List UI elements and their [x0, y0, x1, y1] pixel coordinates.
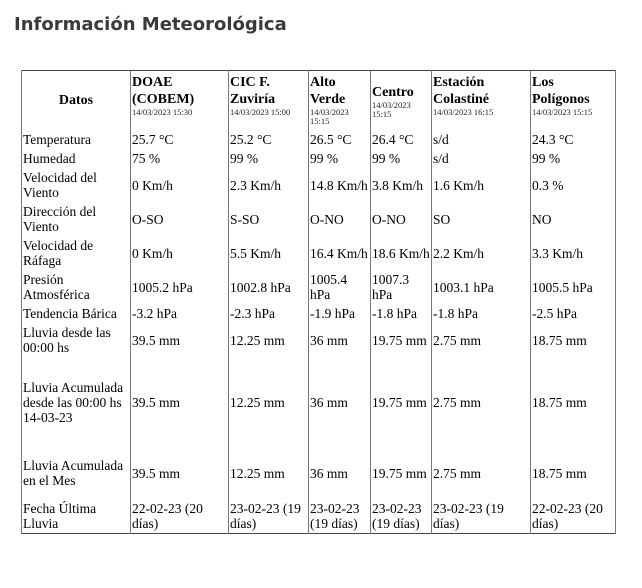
station-header: [371, 71, 432, 131]
table-cell: 14.8 Km/h: [309, 168, 371, 202]
table-cell: 22-02-23 (20 días): [131, 499, 229, 534]
table-cell: 36 mm: [309, 323, 371, 357]
table-cell: 36 mm: [309, 357, 371, 447]
table-cell: 23-02-23 (19 días): [229, 499, 309, 534]
table-cell: -2.3 hPa: [229, 304, 309, 323]
row-label: Lluvia Acumulada en el Mes: [22, 447, 131, 499]
table-cell: O-NO: [371, 202, 432, 236]
station-name: CIC F. Zuviría: [230, 75, 276, 107]
table-cell: 1005.5 hPa: [531, 270, 616, 304]
station-name: Los Polígonos: [532, 75, 590, 107]
table-cell: 2.75 mm: [432, 447, 531, 499]
table-cell: 75 %: [131, 149, 229, 168]
table-cell: 16.4 Km/h: [309, 236, 371, 270]
row-label: Temperatura: [22, 130, 131, 149]
table-cell: 2.2 Km/h: [432, 236, 531, 270]
table-cell: 19.75 mm: [371, 447, 432, 499]
table-cell: 0 Km/h: [131, 168, 229, 202]
table-cell: O-SO: [131, 202, 229, 236]
station-timestamp: 14/03/2023 15:15: [532, 107, 593, 117]
station-timestamp: 14/03/2023 15:15: [372, 100, 411, 119]
row-label: Presión Atmosférica: [22, 270, 131, 304]
table-cell: 1002.8 hPa: [229, 270, 309, 304]
station-timestamp: 14/03/2023 16:15: [433, 107, 494, 117]
table-cell: -1.9 hPa: [309, 304, 371, 323]
table-cell: 39.5 mm: [131, 357, 229, 447]
table-cell: 26.4 °C: [371, 130, 432, 149]
table-cell: 0 Km/h: [131, 236, 229, 270]
table-cell: 19.75 mm: [371, 323, 432, 357]
table-header-row: [22, 71, 616, 131]
table-cell: 12.25 mm: [229, 323, 309, 357]
weather-table: [21, 70, 616, 534]
station-header: [131, 71, 229, 131]
table-cell: 22-02-23 (20 días): [531, 499, 616, 534]
table-cell: s/d: [432, 149, 531, 168]
table-cell: S-SO: [229, 202, 309, 236]
table-cell: 1005.4 hPa: [309, 270, 371, 304]
table-row: [22, 447, 616, 499]
table-cell: 36 mm: [309, 447, 371, 499]
table-cell: 1.6 Km/h: [432, 168, 531, 202]
table-cell: 99 %: [371, 149, 432, 168]
table-cell: 12.25 mm: [229, 447, 309, 499]
row-label: Lluvia desde las 00:00 hs: [22, 323, 131, 357]
station-name: DOAE (COBEM): [132, 75, 195, 107]
table-cell: 12.25 mm: [229, 357, 309, 447]
row-label: Tendencia Bárica: [22, 304, 131, 323]
row-label: Velocidad de Ráfaga: [22, 236, 131, 270]
table-row: [22, 270, 616, 304]
table-cell: 2.75 mm: [432, 323, 531, 357]
table-cell: 99 %: [309, 149, 371, 168]
row-label: Velocidad del Viento: [22, 168, 131, 202]
table-cell: 5.5 Km/h: [229, 236, 309, 270]
row-label: Lluvia Acumulada desde las 00:00 hs 14-03-23: [22, 357, 131, 447]
table-cell: -1.8 hPa: [371, 304, 432, 323]
table-cell: 24.3 °C: [531, 130, 616, 149]
row-label: Humedad: [22, 149, 131, 168]
row-label: Dirección del Viento: [22, 202, 131, 236]
table-cell: -1.8 hPa: [432, 304, 531, 323]
table-row: [22, 149, 616, 168]
station-timestamp: 14/03/2023 15:00: [230, 107, 291, 117]
table-cell: 23-02-23 (19 días): [432, 499, 531, 534]
table-row: [22, 323, 616, 357]
corner-label: Datos: [22, 71, 131, 131]
page-title: Información Meteorológica: [14, 14, 287, 35]
table-cell: -3.2 hPa: [131, 304, 229, 323]
table-cell: 3.3 Km/h: [531, 236, 616, 270]
table-cell: 18.6 Km/h: [371, 236, 432, 270]
table-cell: 1003.1 hPa: [432, 270, 531, 304]
table-cell: 2.3 Km/h: [229, 168, 309, 202]
table-row: [22, 304, 616, 323]
table-cell: 19.75 mm: [371, 357, 432, 447]
table-row: [22, 357, 616, 447]
station-header: [432, 71, 531, 131]
table-cell: NO: [531, 202, 616, 236]
table-row: [22, 202, 616, 236]
table-cell: -2.5 hPa: [531, 304, 616, 323]
table-cell: O-NO: [309, 202, 371, 236]
table-cell: 39.5 mm: [131, 447, 229, 499]
station-header: [531, 71, 616, 131]
station-name: Estación Colastiné: [433, 75, 489, 107]
table-cell: 3.8 Km/h: [371, 168, 432, 202]
table-cell: 99 %: [531, 149, 616, 168]
table-cell: 1005.2 hPa: [131, 270, 229, 304]
station-timestamp: 14/03/2023 15:30: [132, 107, 193, 117]
table-cell: 1007.3 hPa: [371, 270, 432, 304]
station-name: Centro: [372, 85, 414, 100]
table-row: [22, 499, 616, 534]
table-cell: 23-02-23 (19 días): [309, 499, 371, 534]
station-header: [229, 71, 309, 131]
table-cell: s/d: [432, 130, 531, 149]
row-label: Fecha Última Lluvia: [22, 499, 131, 534]
station-header: [309, 71, 371, 131]
table-cell: 25.7 °C: [131, 130, 229, 149]
station-timestamp: 14/03/2023 15:15: [310, 107, 349, 126]
table-row: [22, 130, 616, 149]
table-cell: 18.75 mm: [531, 357, 616, 447]
table-cell: 25.2 °C: [229, 130, 309, 149]
table-cell: 99 %: [229, 149, 309, 168]
table-cell: 18.75 mm: [531, 323, 616, 357]
table-cell: 23-02-23 (19 días): [371, 499, 432, 534]
table-cell: SO: [432, 202, 531, 236]
table-row: [22, 168, 616, 202]
station-name: Alto Verde: [310, 75, 346, 107]
table-cell: 18.75 mm: [531, 447, 616, 499]
table-row: [22, 236, 616, 270]
table-cell: 39.5 mm: [131, 323, 229, 357]
table-cell: 2.75 mm: [432, 357, 531, 447]
table-cell: 26.5 °C: [309, 130, 371, 149]
table-cell: 0.3 %: [531, 168, 616, 202]
